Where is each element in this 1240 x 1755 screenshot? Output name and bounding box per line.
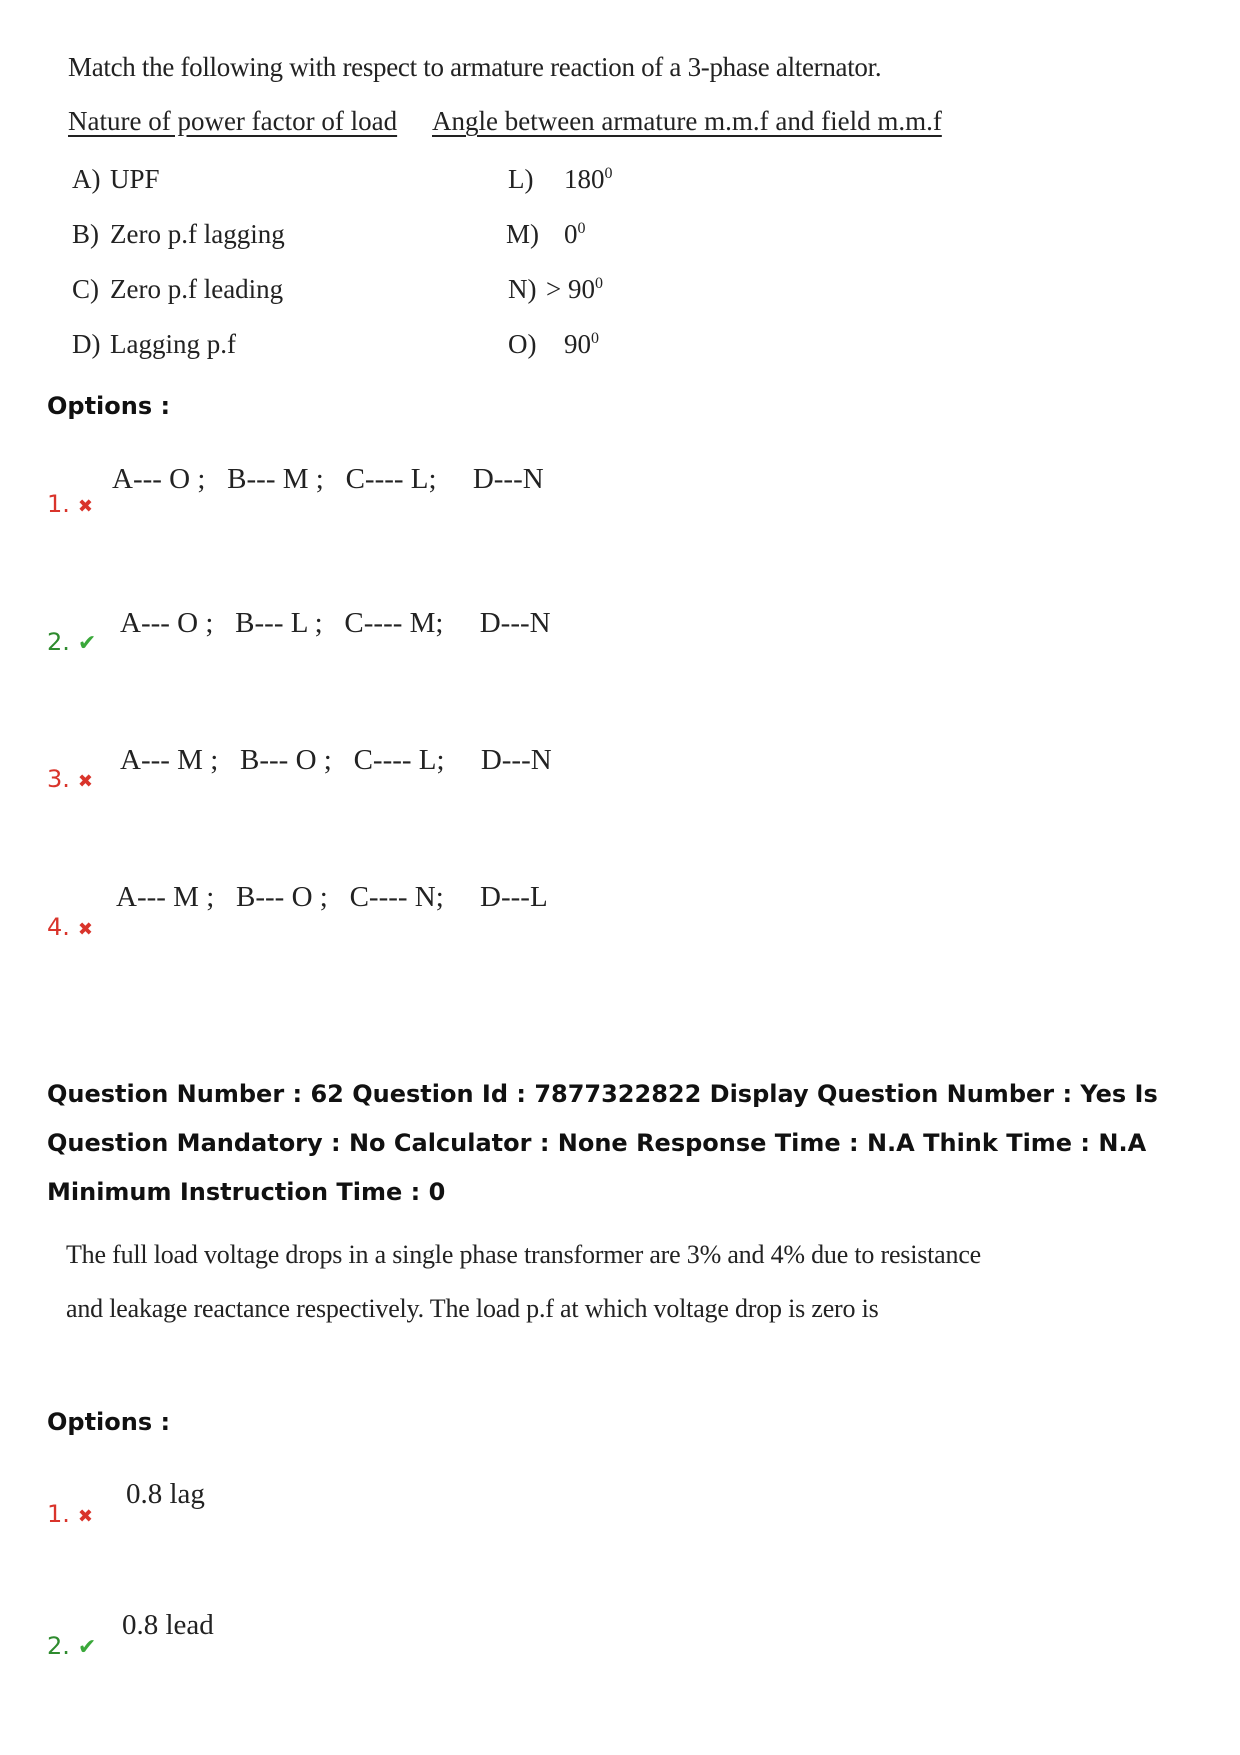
option-2-text[interactable]: 0.8 lead [122,1609,214,1641]
cross-icon: ✖ [77,771,93,792]
right-item-o: O) $90^0$ [508,329,599,359]
question-meta: Question Number : 62 Question Id : 7877322822 Display Question Number : Yes Is Question Mandatory : No Calculator : None Response Time : N.A Think Time : N.A Minimum Instruction Time : 0 [47,1080,1158,1206]
question-stem-line-1: The full load voltage drops in a single phase transformer are 3% and 4% due to resistance [66,1240,982,1269]
right-column-header: Angle between armature m.m.f and field m.m.f [432,106,942,136]
right-item-l: L) $180^0$ [508,164,613,194]
option-1-text[interactable]: 0.8 lag [126,1478,205,1510]
option-4-text[interactable]: A--- M ; B--- O ; C---- N; D---L [116,881,548,913]
left-item-d: D) Lagging p.f [72,329,236,359]
option-1-number: 1. ✖ [47,490,93,518]
option-4-number: 4. ✖ [47,913,93,941]
check-icon: ✔ [77,631,97,656]
option-2-text[interactable]: A--- O ; B--- L ; C---- M; D---N [120,607,551,639]
cross-icon: ✖ [77,1506,93,1527]
option-2-number: 2. ✔ [47,1632,97,1660]
cross-icon: ✖ [77,496,93,517]
right-item-m: M) $0^0$ [506,219,586,249]
options-label: Options : [47,392,171,420]
option-1-text[interactable]: A--- O ; B--- M ; C---- L; D---N [112,463,544,495]
question-stem: Match the following with respect to armature reaction of a 3-phase alternator. [68,52,882,82]
option-3-text[interactable]: A--- M ; B--- O ; C---- L; D---N [120,744,552,776]
left-item-a: A) UPF [72,164,160,194]
question-stem-line-2: and leakage reactance respectively. The load p.f at which voltage drop is zero is [66,1294,879,1323]
left-item-b: B) Zero p.f lagging [72,219,285,249]
check-icon: ✔ [77,1635,97,1660]
option-2-number: 2. ✔ [47,628,97,656]
options-label: Options : [47,1408,171,1436]
left-item-c: C) Zero p.f leading [72,274,284,304]
right-item-n: $N) > 90^0$ [508,274,603,304]
left-column-header: Nature of power factor of load [68,106,398,136]
option-3-number: 3. ✖ [47,765,93,793]
option-1-number: 1. ✖ [47,1500,93,1528]
cross-icon: ✖ [77,919,93,940]
